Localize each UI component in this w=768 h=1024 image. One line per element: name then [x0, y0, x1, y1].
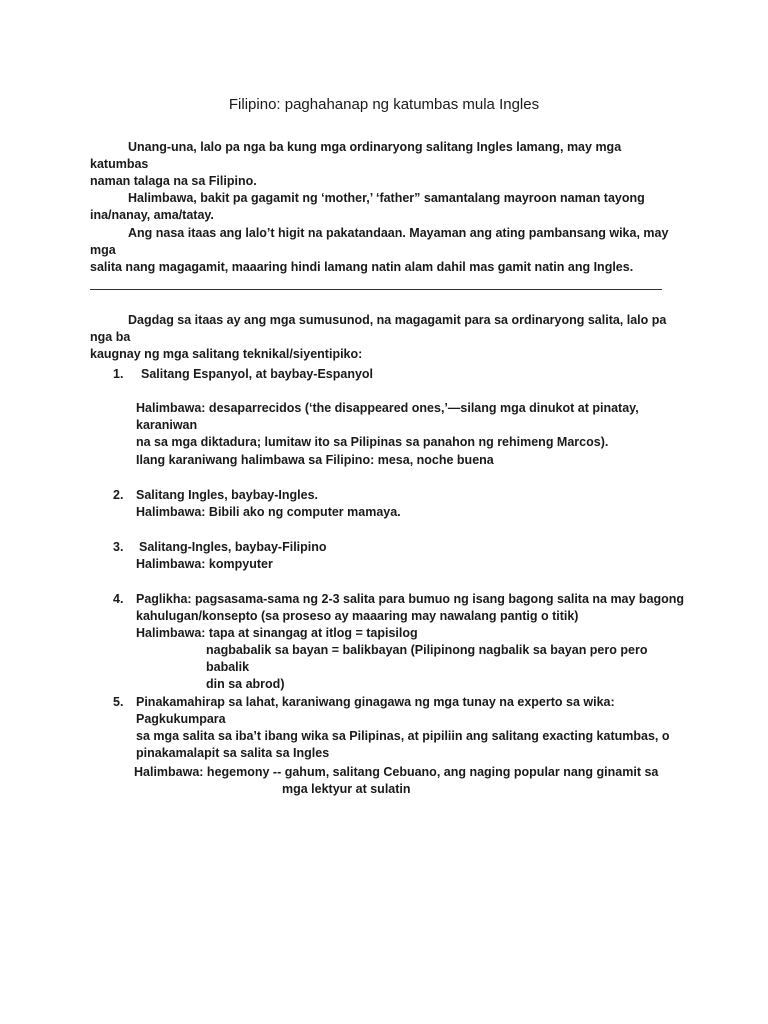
item-1-example-line1: Halimbawa: desaparrecidos (‘the disappeared ones,’—silang mga dinukot at pinatay, karaniwan: [136, 401, 639, 432]
item-5-example-line2: mga lektyur at sulatin: [282, 782, 411, 796]
intro-p2-line2: ina/nanay, ama/tatay.: [90, 208, 214, 222]
item-4-content: [136, 591, 686, 642]
after-rule-line1: Dagdag sa itaas ay ang mga sumusunod, na magagamit para sa ordinaryong salita, lalo pa nga ba: [90, 313, 667, 344]
item-5-heading-line3: pinakamalapit sa salita sa Ingles: [136, 746, 330, 760]
intro-p2-line1: Halimbawa, bakit pa gagamit ng ‘mother,’ ‘father” samantalang mayroon naman tayong: [128, 191, 645, 205]
item-5-content: [136, 694, 686, 762]
item-5-example-line1: Halimbawa: hegemony -- gahum, salitang Cebuano, ang naging popular nang ginamit sa: [134, 765, 659, 779]
item-4-example-line2: nagbabalik sa bayan = balikbayan (Pilipinong nagbalik sa bayan pero pero babalik: [206, 643, 648, 674]
item-1-example-line2: na sa mga diktadura; lumitaw ito sa Pilipinas sa panahon ng rehimeng Marcos).: [136, 435, 609, 449]
after-rule-paragraph: [90, 312, 680, 363]
item-2-example: Halimbawa: Bibili ako ng computer mamaya.: [136, 505, 401, 519]
item-2-content: [136, 487, 686, 521]
page-title: Filipino: paghahanap ng katumbas mula Ingles: [228, 96, 540, 113]
intro-paragraph-1: [90, 139, 680, 224]
item-4-heading-line1: Paglikha: pagsasama-sama ng 2-3 salita para bumuo ng isang bagong salita na may bagong: [136, 592, 685, 606]
item-3-heading: Salitang-Ingles, baybay-Filipino: [139, 540, 327, 554]
horizontal-rule: [90, 289, 662, 290]
item-3-number: 3.: [113, 540, 124, 554]
item-4-example-continued: [206, 642, 686, 693]
item-5-number: 5.: [113, 695, 124, 709]
item-2-number: 2.: [113, 488, 124, 502]
item-4-example-line1: Halimbawa: tapa at sinangag at itlog = tapisilog: [136, 626, 418, 640]
intro-p3-line2: salita nang magagamit, maaaring hindi lamang natin alam dahil mas gamit natin ang Ingles.: [90, 260, 634, 274]
item-1-heading: Salitang Espanyol, at baybay-Espanyol: [141, 367, 374, 381]
item-5-heading-line1: Pinakamahirap sa lahat, karaniwang ginagawa ng mga tunay na experto sa wika: Pagkukumpara: [136, 695, 615, 726]
item-3-content: [136, 539, 686, 573]
item-4-heading-line2: kahulugan/konsepto (sa proseso ay maaaring may nawalang pantig o titik): [136, 609, 579, 623]
item-4-example-line3: din sa abrod): [206, 677, 285, 691]
item-1-number: 1.: [113, 367, 124, 381]
item-3-example: Halimbawa: kompyuter: [136, 557, 273, 571]
item-4-number: 4.: [113, 592, 124, 606]
intro-paragraph-3: [90, 225, 680, 276]
item-1-common-examples: Ilang karaniwang halimbawa sa Filipino: mesa, noche buena: [136, 453, 494, 467]
intro-p1-line1: Unang-una, lalo pa nga ba kung mga ordinaryong salitang Ingles lamang, may mga katumbas: [90, 140, 622, 171]
after-rule-line2: kaugnay ng mga salitang teknikal/siyentipiko:: [90, 347, 363, 361]
intro-p1-line2: naman talaga na sa Filipino.: [90, 174, 257, 188]
intro-p3-line1: Ang nasa itaas ang lalo’t higit na pakatandaan. Mayaman ang ating pambansang wika, may mga: [90, 226, 669, 257]
item-5-heading-line2: sa mga salita sa iba’t ibang wika sa Pilipinas, at pipiliin ang salitang exacting katumbas, o: [136, 729, 670, 743]
item-1-example: [136, 400, 686, 451]
item-2-heading: Salitang Ingles, baybay-Ingles.: [136, 488, 318, 502]
